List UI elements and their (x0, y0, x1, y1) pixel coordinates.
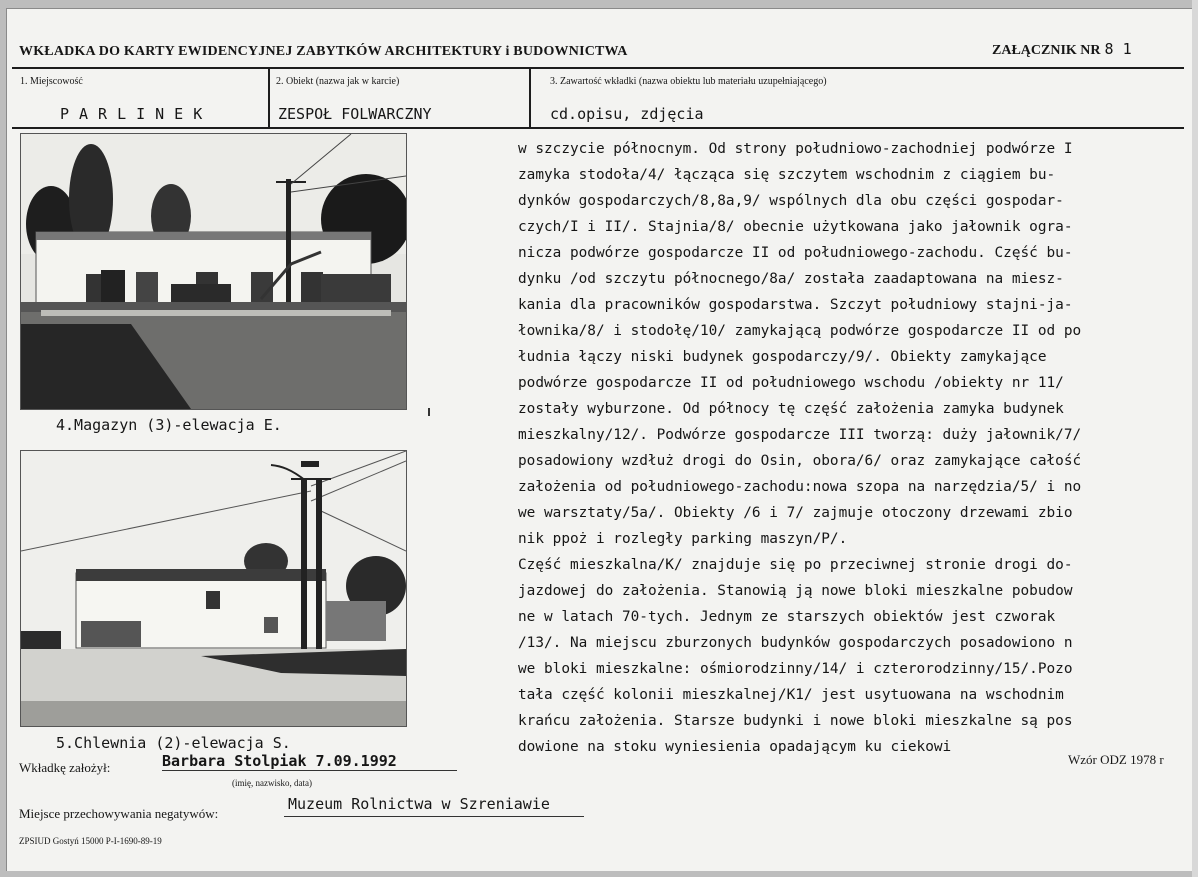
description-line: nicza podwórze gospodarcze II od południowego-zachodu. Część bu- (518, 245, 1073, 261)
annex-number (992, 40, 1132, 59)
form-model: Wzór ODZ 1978 r (1068, 752, 1164, 767)
object-value: ZESPOŁ FOLWARCZNY (278, 105, 432, 123)
negatives-label: Miejsce przechowywania negatywów: (19, 806, 219, 821)
fields-rule (12, 127, 1184, 129)
description-line: dynków gospodarczych/8,8a,9/ wspólnych dla obu części gospodar- (518, 193, 1064, 209)
description-line: tała część kolonii mieszkalnej/K1/ jest usytuowana na wschodnim (518, 687, 1064, 703)
content-value: cd.opisu, zdjęcia (550, 105, 704, 123)
description-line: łudnia łączy niski budynek gospodarczy/9/. Obiekty zamykające (518, 349, 1047, 365)
description-line: zostały wyburzone. Od północy tę część założenia zamyka budynek (518, 401, 1064, 417)
header-rule (12, 67, 1184, 69)
description-line: Część mieszkalna/K/ znajduje się po przeciwnej stronie drogi do- (518, 557, 1073, 573)
sheet-edge (1192, 0, 1198, 877)
place-label: 1. Miejscowość (20, 76, 83, 87)
margin-mark (428, 408, 430, 416)
photo-chlewnia (20, 450, 407, 727)
description-line: w szczycie północnym. Od strony południowo-zachodniej podwórze I (518, 141, 1073, 157)
description-line: czych/I i II/. Stajnia/8/ obecnie użytkowana jako jałownik ogra- (518, 219, 1073, 235)
description-line: ne w latach 70-tych. Jednym ze starszych obiektów jest czworak (518, 609, 1056, 625)
description-line: we warsztaty/5a/. Obiekty /6 i 7/ zajmuje otoczony drzewami zbio (518, 505, 1073, 521)
description-line: jazdowej do założenia. Stanowią ją nowe bloki mieszkalne pobudow (518, 583, 1073, 599)
form-title: WKŁADKA DO KARTY EWIDENCYJNEJ ZABYTKÓW ARCHITEKTURY i BUDOWNICTWA (19, 44, 628, 59)
description-line: mieszkalny/12/. Podwórze gospodarcze III tworzą: duży jałownik/7/ (518, 427, 1082, 443)
photo-caption-1: 4.Magazyn (3)-elewacja E. (56, 416, 282, 434)
description-line: dowione na stoku wyniesienia opadającym ku ciekowi (518, 739, 952, 755)
photo-caption-2: 5.Chlewnia (2)-elewacja S. (56, 734, 291, 752)
annex-value: 8 1 (1104, 40, 1132, 58)
negatives-value: Muzeum Rolnictwa w Szreniawie (288, 795, 550, 813)
description-line: we bloki mieszkalne: ośmiorodzinny/14/ i czterorodzinny/15/.Pozo (518, 661, 1073, 677)
annex-label: ZAŁĄCZNIK NR (992, 43, 1101, 58)
description-line: nik ppoż i rozległy parking maszyn/P/. (518, 531, 848, 547)
description-line: dynku /od szczytu północnego/8a/ została zaadaptowana na miesz- (518, 271, 1064, 287)
insert-by-label: Wkładkę założył: (19, 760, 111, 775)
negatives-underline (284, 816, 584, 817)
place-value: PARLINEK (60, 105, 213, 123)
description-line: założenia od południowego-zachodu:nowa szopa na narzędzia/5/ i no (518, 479, 1082, 495)
content-label: 3. Zawartość wkładki (nazwa obiektu lub materiału uzupełniającego) (550, 76, 827, 87)
description-line: zamyka stodoła/4/ łącząca się szczytem wschodnim z ciągiem bu- (518, 167, 1056, 183)
description-line: podwórze gospodarcze II od południowego wschodu /obiekty nr 11/ (518, 375, 1064, 391)
description-text (518, 136, 1188, 760)
description-line: krańcu założenia. Starsze budynki i nowe bloki mieszkalne są pos (518, 713, 1073, 729)
insert-by-underline (162, 770, 457, 771)
insert-by-hint: (imię, nazwisko, data) (232, 778, 312, 788)
field-divider (529, 69, 531, 127)
photo-magazyn (20, 133, 407, 410)
insert-by-value: Barbara Stolpiak 7.09.1992 (162, 752, 397, 770)
object-label: 2. Obiekt (nazwa jak w karcie) (276, 76, 400, 87)
field-divider (268, 69, 270, 127)
description-line: /13/. Na miejscu zburzonych budynków gospodarczych posadowiono n (518, 635, 1073, 651)
print-info: ZPSIUD Gostyń 15000 P-I-1690-89-19 (19, 836, 162, 846)
description-line: kania dla pracowników gospodarstwa. Szczyt południowy stajni-ja- (518, 297, 1073, 313)
description-line: posadowiony wzdłuż drogi do Osin, obora/6/ oraz zamykające całość (518, 453, 1082, 469)
description-line: łownika/8/ i stodołę/10/ zamykającą podwórze gospodarcze II od po (518, 323, 1082, 339)
